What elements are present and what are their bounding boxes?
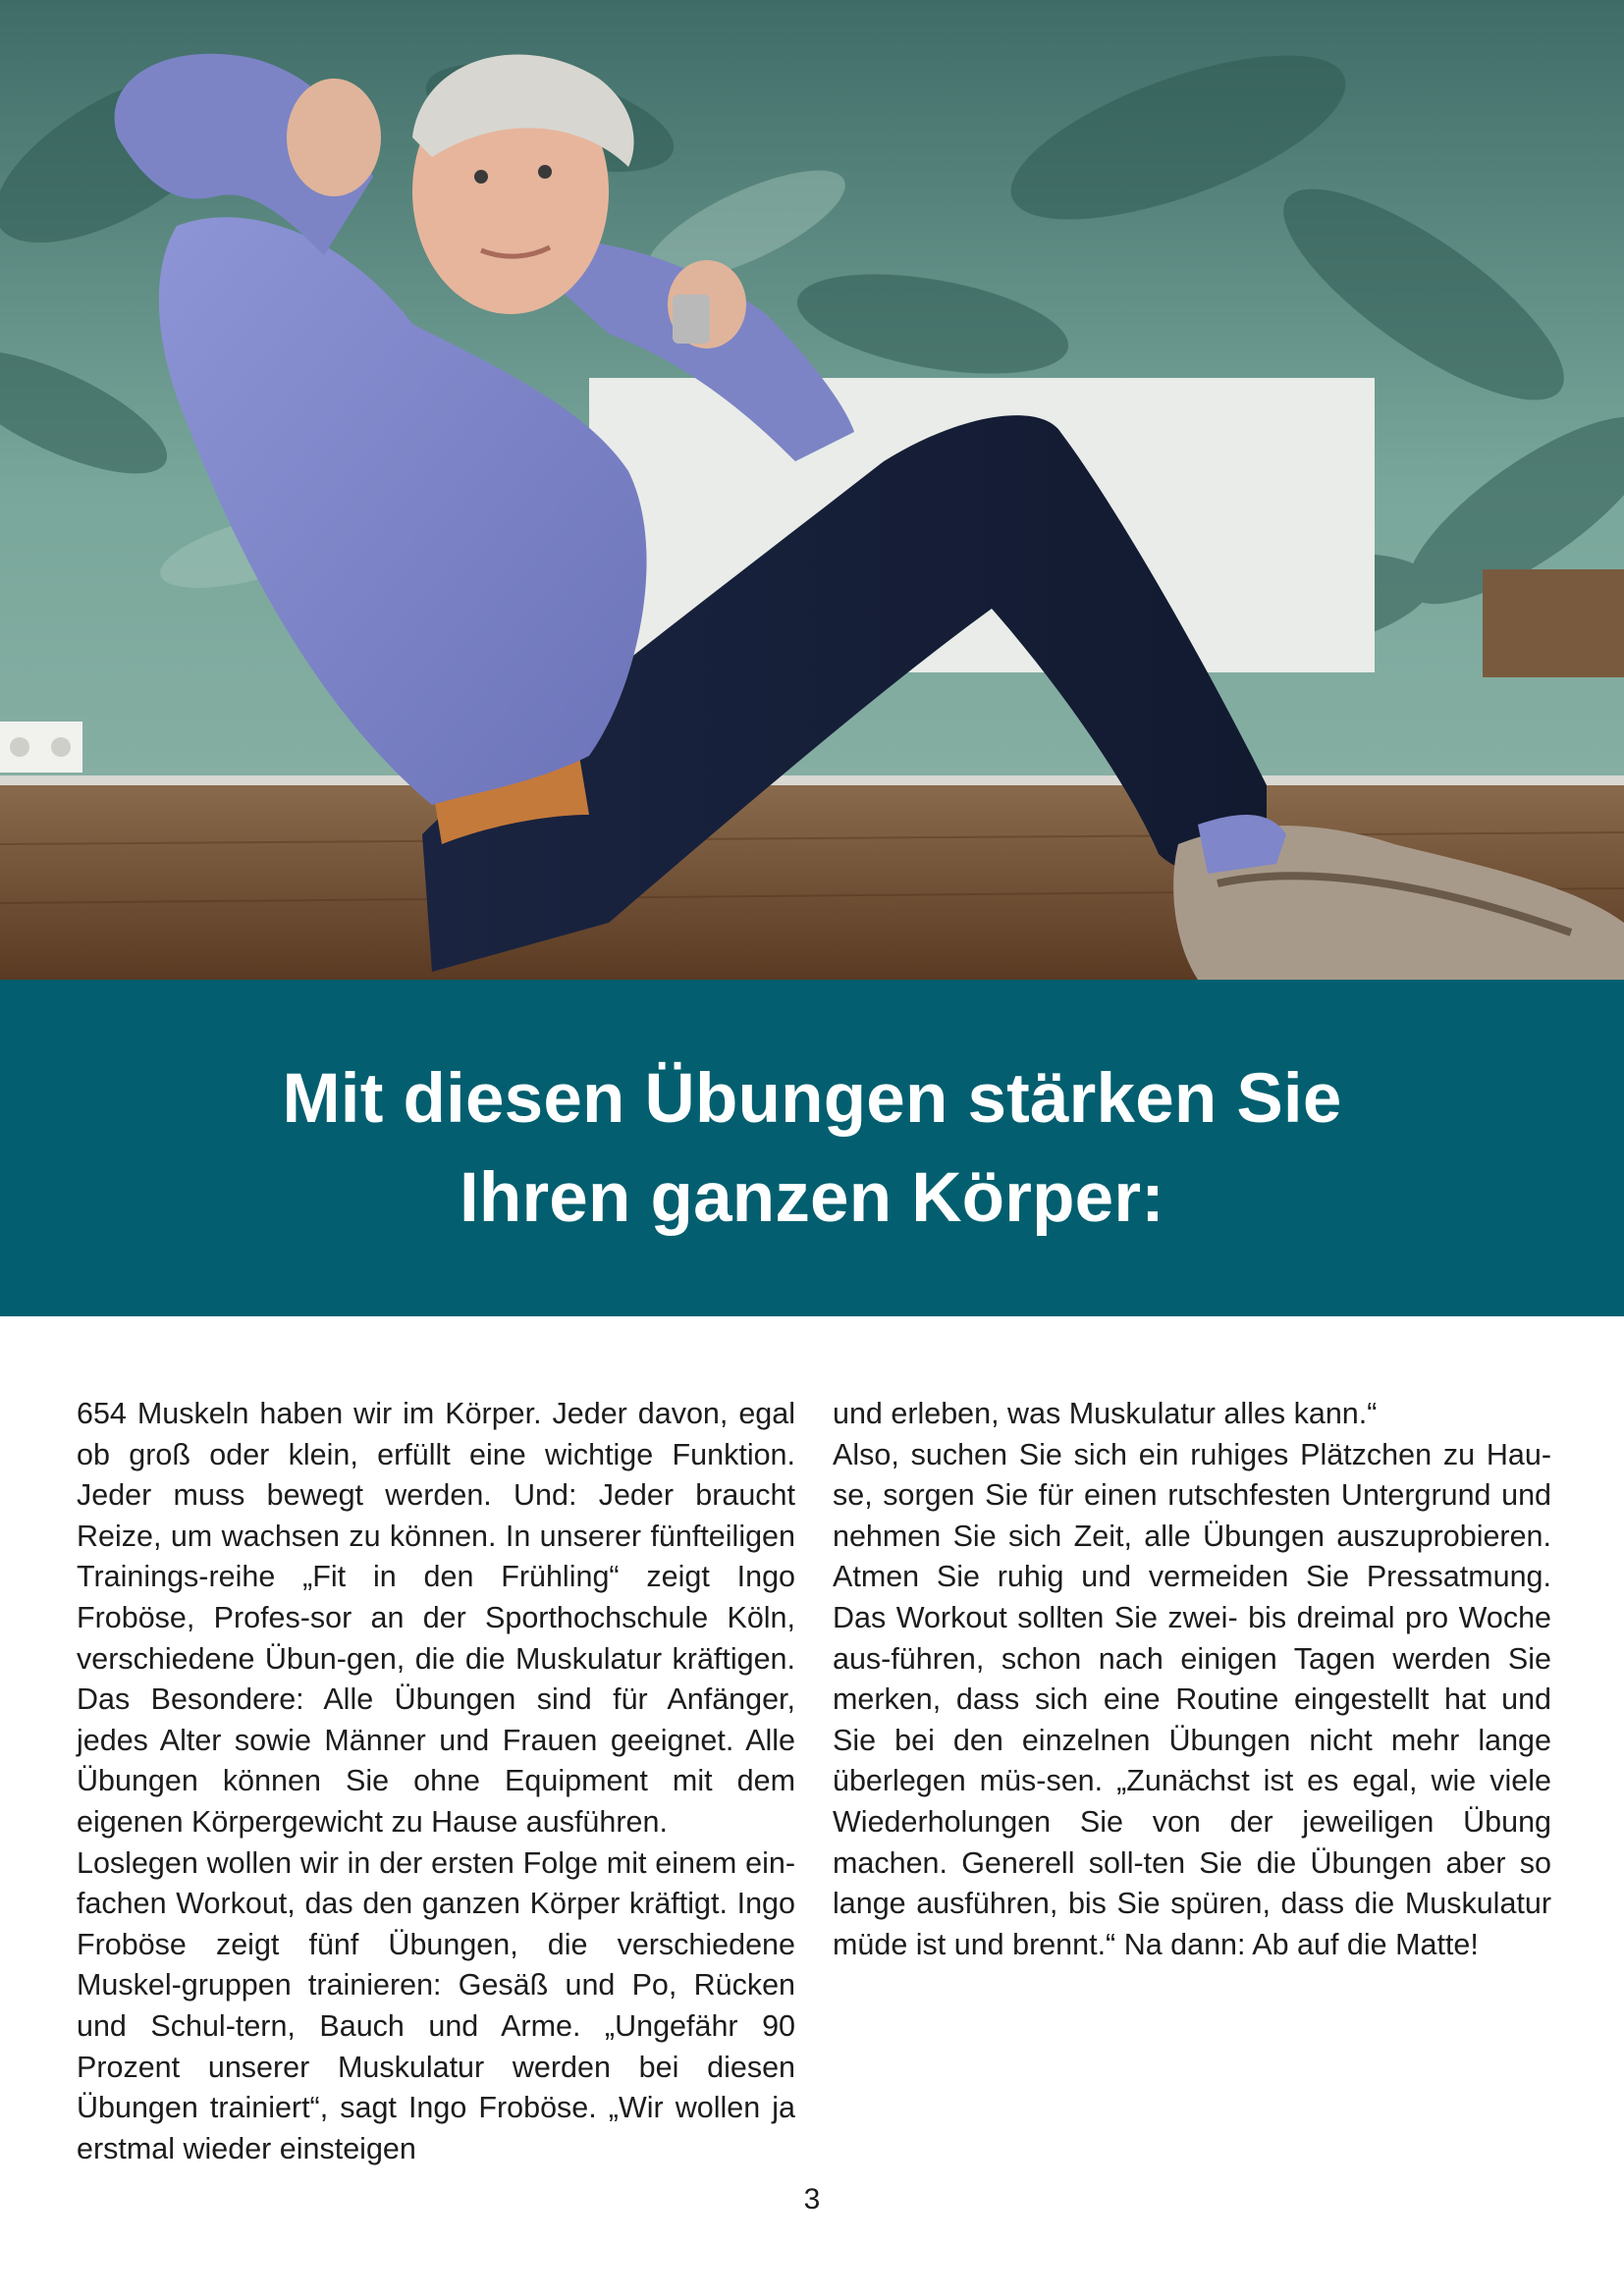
hero-photo (0, 0, 1624, 980)
heading-line-1: Mit diesen Übungen stärken Sie (282, 1059, 1342, 1138)
right-paragraph-2: Also, suchen Sie sich ein ruhiges Plätzchen zu Hau-se, sorgen Sie für einen rutschfesten Untergrund und nehmen Sie sich Zeit, alle Übungen auszuprobieren. Atmen Sie ruhig und vermeiden Sie Pressatmung. Das Workout sollten Sie zwei- bis dreimal pro Woche aus-führen, schon nach einigen Tagen werden Sie merken, dass sich eine Routine eingestellt hat und Sie bei den einzelnen Übungen nicht mehr lange überlegen müs-sen. „Zunächst ist es egal, wie viele Wiederholungen Sie von der jeweiligen Übung machen. Generell soll-ten Sie die Übungen aber so lange ausführen, bis Sie spüren, dass die Muskulatur müde ist und brennt.“ Na dann: Ab auf die Matte! (833, 1437, 1551, 1961)
right-paragraph-1: und erleben, was Muskulatur alles kann.“ (833, 1397, 1378, 1430)
left-column (77, 1394, 795, 2169)
title-banner (0, 980, 1624, 1316)
photo-man-doing-crunch (0, 0, 1624, 980)
page-heading (282, 1049, 1341, 1248)
right-column (833, 1394, 1551, 2169)
page-number: 3 (803, 2183, 821, 2216)
left-paragraph-1: 654 Muskeln haben wir im Körper. Jeder davon, egal ob groß oder klein, erfüllt eine wichtige Funktion. Jeder muss bewegt werden. Und: Jeder braucht Reize, um wachsen zu können. In unserer fünfteiligen Trainings-reihe „Fit in den Frühling“ zeigt Ingo Froböse, Profes-sor an der Sporthochschule Köln, verschiedene Übun-gen, die die Muskulatur kräftigen. Das Besondere: Alle Übungen sind für Anfänger, jedes Alter sowie Männer und Frauen geeignet. Alle Übungen können Sie ohne Equipment mit dem eigenen Körpergewicht zu Hause ausführen. (77, 1397, 795, 1839)
heading-line-2: Ihren ganzen Körper: (459, 1158, 1165, 1237)
left-paragraph-2: Loslegen wollen wir in der ersten Folge mit einem ein-fachen Workout, das den ganzen Körper kräftigt. Ingo Froböse zeigt fünf Übungen, die verschiedene Muskel-gruppen trainieren: Gesäß und Po, Rücken und Schul-tern, Bauch und Arme. „Ungefähr 90 Prozent unserer Muskulatur werden bei diesen Übungen trainiert“, sagt Ingo Froböse. „Wir wollen ja erstmal wieder einsteigen (77, 1845, 795, 2165)
article-body (77, 1394, 1551, 2169)
